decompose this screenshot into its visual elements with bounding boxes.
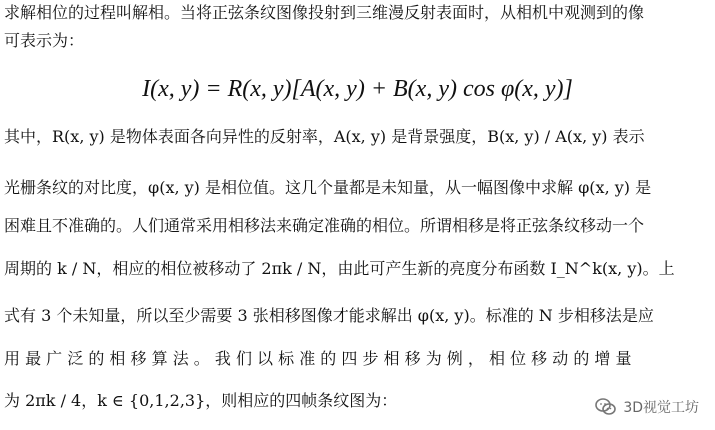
wechat-icon	[595, 397, 617, 417]
document-body	[4, 0, 711, 430]
paragraph-line-5: 困难且不准确的。人们通常采用相移法来确定准确的相位。所谓相移是将正弦条纹移动一个	[4, 216, 645, 235]
equation-intensity: I(x, y) = R(x, y)[A(x, y) + B(x, y) cos φ(x, y)]	[142, 76, 573, 102]
paragraph-line-9: 为 2πk / 4，k ∈ {0,1,2,3}，则相应的四帧条纹图为：	[4, 391, 398, 410]
paragraph-line-7: 式有 3 个未知量，所以至少需要 3 张相移图像才能求解出 φ(x, y)。标准的 N 步相移法是应	[4, 306, 654, 325]
watermark	[595, 397, 699, 417]
paragraph-line-3: 其中，R(x, y) 是物体表面各向异性的反射率，A(x, y) 是背景强度，B(x, y) / A(x, y) 表示	[4, 127, 645, 146]
paragraph-line-4: 光栅条纹的对比度，φ(x, y) 是相位值。这几个量都是未知量，从一幅图像中求解 φ(x, y) 是	[4, 178, 652, 197]
paragraph-line-6: 周期的 k / N，相应的相位被移动了 2πk / N，由此可产生新的亮度分布函数 I_N^k(x, y)。上	[4, 259, 675, 278]
paragraph-line-2: 可表示为：	[4, 31, 85, 50]
paragraph-line-1: 求解相位的过程叫解相。当将正弦条纹图像投射到三维漫反射表面时，从相机中观测到的像	[4, 3, 645, 22]
paragraph-line-8: 用 最 广 泛 的 相 移 算 法 。 我 们 以 标 准 的 四 步 相 移 为 例 ， 相 位 移 动 的 增 量	[4, 349, 632, 368]
watermark-text: 3D视觉工坊	[623, 400, 699, 416]
